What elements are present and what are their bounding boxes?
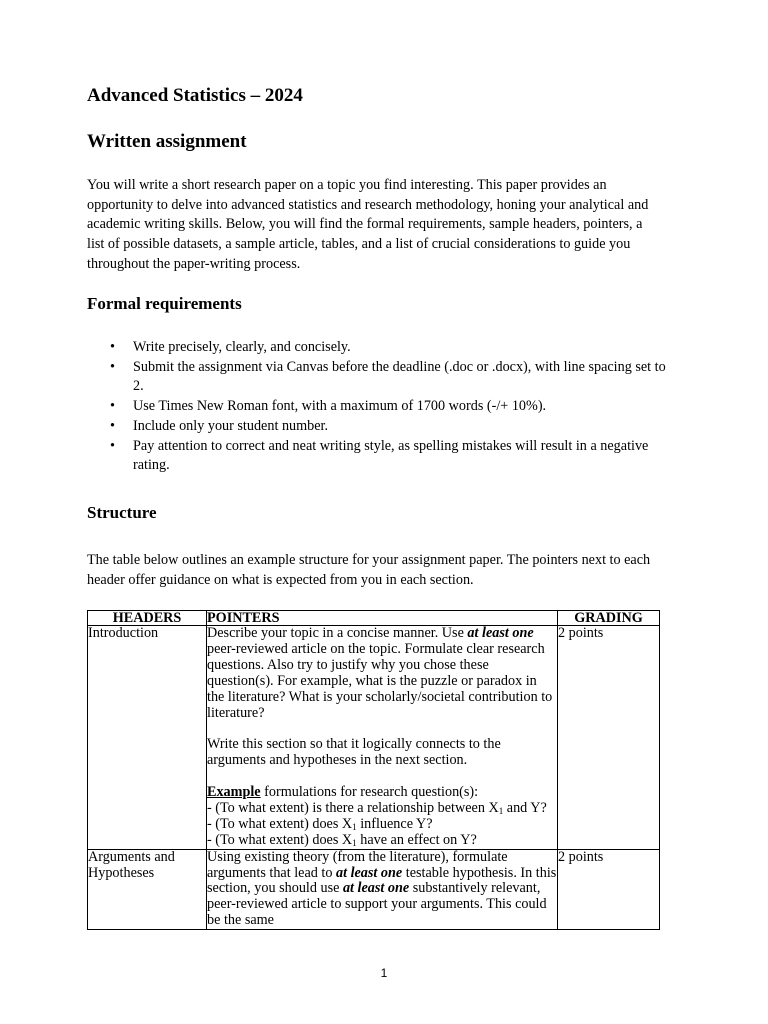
intro-paragraph: You will write a short research paper on a topic you find interesting. This paper provides an opportunity to delve into advanced statistics and research methodology, honing your analytical and academic writing skills. Below, you will find the formal requirements, sample headers, pointers, a list of possible datasets, a sample article, tables, and a list of crucial considerations to guide you throughout the paper-writing process. [87, 177, 649, 272]
table-row [88, 849, 660, 930]
table-row [88, 626, 660, 850]
example-question: - (To what extent) does $X_1$ have an effect on Y? [207, 831, 477, 848]
grading-cell: 2 points [558, 626, 660, 850]
list-item: • Pay attention to correct and neat writing style, as spelling mistakes will result in a negative rating. [110, 437, 649, 474]
bullet-icon: • [110, 437, 115, 454]
bullet-icon: • [110, 398, 115, 415]
pointer-paragraph: Describe your topic in a concise manner. Use at least one peer-reviewed article on the topic. Formulate clear research questions. Also try to justify why you chose these question(s). For example, what is the puzzle or paradox in the literature? What is your scholarly/societal contribution to literature? [207, 625, 553, 721]
pointers-cell [207, 626, 558, 850]
grading-cell: 2 points [558, 849, 660, 930]
example-question: - (To what extent) does $X_1$ influence Y? [207, 815, 433, 832]
list-item: • Write precisely, clearly, and concisely. [110, 338, 670, 358]
column-header-headers: HEADERS [88, 611, 207, 626]
page-number: 1 [380, 966, 388, 980]
list-item: • Use Times New Roman font, with a maximum of 1700 words (-/+ 10%). [110, 397, 670, 417]
table-header-row [88, 611, 660, 626]
row-header-introduction: Introduction [88, 626, 207, 850]
structure-table [87, 610, 660, 930]
requirements-list [110, 338, 670, 476]
row-header-arguments: Arguments and Hypotheses [88, 849, 207, 930]
list-item: • Submit the assignment via Canvas before the deadline (.doc or .docx), with line spacing set to 2. [110, 358, 666, 395]
pointer-paragraph: Using existing theory (from the literature), formulate arguments that lead to at least one testable hypothesis. In this section, you should use at least one substantively relevant, peer-reviewed article to support your arguments. This could be the same [207, 848, 557, 929]
pointer-paragraph: Write this section so that it logically connects to the arguments and hypotheses in the next section. [207, 736, 501, 769]
document-title: Advanced Statistics – 2024 [87, 85, 303, 106]
example-paragraph: Example formulations for research question(s): [207, 784, 479, 801]
column-header-pointers: POINTERS [207, 611, 558, 626]
formal-requirements-heading: Formal requirements [87, 294, 242, 313]
document-subtitle: Written assignment [87, 131, 247, 152]
column-header-grading: GRADING [558, 611, 660, 626]
bullet-icon: • [110, 417, 115, 434]
bullet-icon: • [110, 358, 115, 375]
list-item: • Include only your student number. [110, 417, 670, 437]
structure-intro: The table below outlines an example structure for your assignment paper. The pointers next to each header offer guidance on what is expected from you in each section. [87, 552, 651, 588]
example-question: - (To what extent) is there a relationship between $X_1$ and Y? [207, 799, 547, 816]
structure-heading: Structure [87, 503, 157, 522]
pointers-cell [207, 849, 558, 930]
bullet-icon: • [110, 339, 115, 355]
